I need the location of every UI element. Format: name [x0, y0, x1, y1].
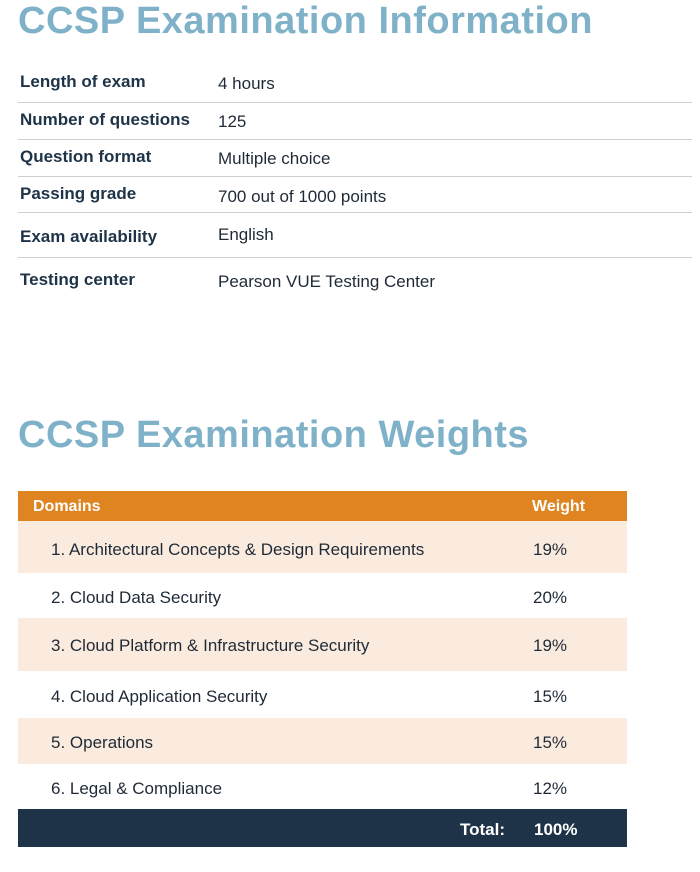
domain-weight: 19% — [533, 636, 568, 655]
domain-name: 5. Operations — [51, 733, 154, 752]
domain-weight: 19% — [533, 540, 568, 559]
info-label: Number of questions — [20, 110, 191, 129]
domain-name: 6. Legal & Compliance — [51, 779, 223, 798]
info-label: Passing grade — [20, 184, 137, 203]
info-row-availability — [18, 213, 692, 258]
domain-weight: 15% — [533, 733, 568, 752]
info-value: 125 — [218, 112, 247, 131]
info-row-passing — [18, 177, 692, 213]
domain-weight: 20% — [533, 588, 568, 607]
domain-name: 1. Architectural Concepts & Design Requirements — [51, 540, 425, 559]
domain-name: 2. Cloud Data Security — [51, 588, 222, 607]
info-row-format — [18, 140, 692, 177]
table-row — [18, 671, 627, 718]
table-row — [18, 618, 627, 671]
total-row — [18, 809, 627, 847]
info-label: Exam availability — [20, 227, 158, 246]
info-label: Question format — [20, 147, 152, 166]
info-label: Testing center — [20, 270, 135, 289]
info-label: Length of exam — [20, 72, 146, 91]
weights-header — [18, 491, 627, 521]
weights-title: CCSP Examination Weights — [18, 414, 530, 456]
info-value: English — [218, 225, 274, 244]
table-row — [18, 718, 627, 764]
domain-weight: 12% — [533, 779, 568, 798]
domain-name: 3. Cloud Platform & Infrastructure Security — [51, 636, 370, 655]
domains-header: Domains — [33, 498, 101, 515]
info-value: 4 hours — [218, 74, 275, 93]
info-title: CCSP Examination Information — [18, 0, 593, 42]
total-value: 100% — [534, 820, 578, 839]
info-value: Multiple choice — [218, 149, 331, 168]
info-value: 700 out of 1000 points — [218, 187, 387, 206]
info-row-questions — [18, 103, 692, 140]
table-row — [18, 573, 627, 618]
info-row-length — [18, 64, 692, 103]
exam-weights-table — [18, 491, 627, 847]
info-value: Pearson VUE Testing Center — [218, 272, 436, 291]
table-row — [18, 521, 627, 573]
domain-name: 4. Cloud Application Security — [51, 687, 268, 706]
total-label: Total: — [460, 820, 506, 839]
info-row-testing-center — [18, 258, 692, 298]
table-row — [18, 764, 627, 809]
weight-header: Weight — [532, 498, 586, 515]
exam-info-table — [18, 64, 692, 298]
domain-weight: 15% — [533, 687, 568, 706]
